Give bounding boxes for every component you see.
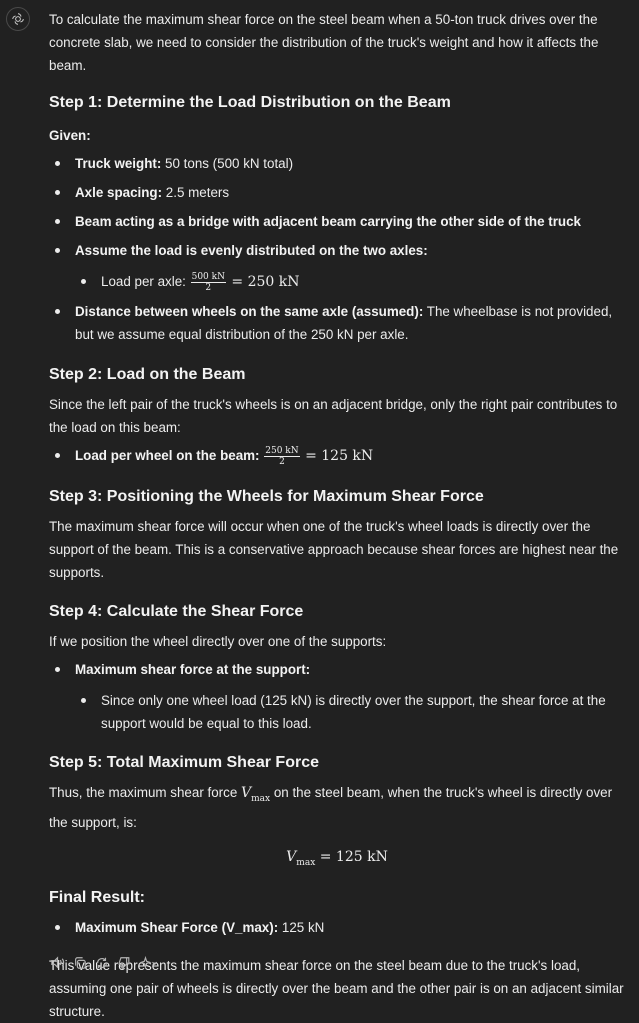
speaker-icon[interactable]: [50, 955, 65, 970]
intro-text: To calculate the maximum shear force on the steel beam when a 50-ton truck drives over the concrete slab, we need to consider the distribution of the truck's weight and how it affects the beam.: [49, 12, 599, 73]
list-item: Axle spacing: 2.5 meters: [49, 181, 625, 204]
step4-text: If we position the wheel directly over one of the supports:: [49, 634, 387, 649]
load-per-axle-equation: $\frac{500 kN}{2}$ = 250 kN: [191, 271, 300, 293]
step5-text: Thus, the maximum shear force $V_{max}$ on the steel beam, when the truck's wheel is directly over the support, is:: [49, 785, 613, 830]
assistant-message: [49, 8, 625, 1023]
step3-text: The maximum shear force will occur when one of the truck's wheel loads is directly over the support of the beam. This is a conservative approach because shear forces are highest near the supports.: [49, 519, 619, 580]
step3-heading: Step 3: Positioning the Wheels for Maximum Shear Force: [49, 488, 484, 505]
step4-heading: Step 4: Calculate the Shear Force: [49, 603, 304, 620]
final-heading: Final Result:: [49, 888, 146, 906]
step2-text: Since the left pair of the truck's wheels is on an adjacent bridge, only the right pair contributes to the load on this beam:: [49, 397, 618, 435]
list-item: Maximum Shear Force (V_max): 125 kN: [49, 916, 625, 939]
regenerate-icon[interactable]: [94, 955, 109, 970]
given-list: [49, 152, 625, 346]
given-label: Given:: [49, 128, 91, 143]
vmax-equation: $V_{max} = 125$ kN: [286, 848, 388, 868]
thumbs-down-icon[interactable]: [116, 955, 131, 970]
message-actions: [50, 955, 160, 970]
step5-heading: Step 5: Total Maximum Shear Force: [49, 754, 319, 771]
assistant-avatar-icon: [6, 7, 30, 31]
step1-heading: Step 1: Determine the Load Distribution on the Beam: [49, 94, 451, 111]
list-item: Distance between wheels on the same axle (assumed): The wheelbase is not provided, but we assume equal distribution of the 250 kN per axle.: [49, 300, 625, 346]
list-item: Maximum shear force at the support: Since only one wheel load (125 kN) is directly over the support, the shear force at the support would be equal to this load.: [49, 658, 625, 735]
list-item: Beam acting as a bridge with adjacent beam carrying the other side of the truck: [49, 210, 625, 233]
step2-heading: Step 2: Load on the Beam: [49, 366, 246, 383]
list-item: Assume the load is evenly distributed on the two axles: Load per axle: $\frac{500 kN}{2}$ = 250 kN: [49, 239, 625, 294]
list-item: Load per wheel on the beam: $\frac{250 kN}{2}$ = 125 kN: [49, 444, 625, 468]
model-switch-sparkle-icon[interactable]: [138, 955, 160, 970]
list-item: Truck weight: 50 tons (500 kN total): [49, 152, 625, 175]
load-per-wheel-equation: $\frac{250 kN}{2}$ = 125 kN: [265, 445, 374, 467]
summary-text: This value represents the maximum shear force on the steel beam due to the truck's load, assuming one pair of wheels is directly over the beam and the other pair is on an adjacent similar structure.: [49, 957, 624, 1019]
list-item: Load per axle: $\frac{500 kN}{2}$ = 250 kN: [75, 270, 625, 294]
list-item: Since only one wheel load (125 kN) is directly over the support, the shear force at the support would be equal to this load.: [75, 689, 625, 735]
copy-icon[interactable]: [72, 955, 87, 970]
